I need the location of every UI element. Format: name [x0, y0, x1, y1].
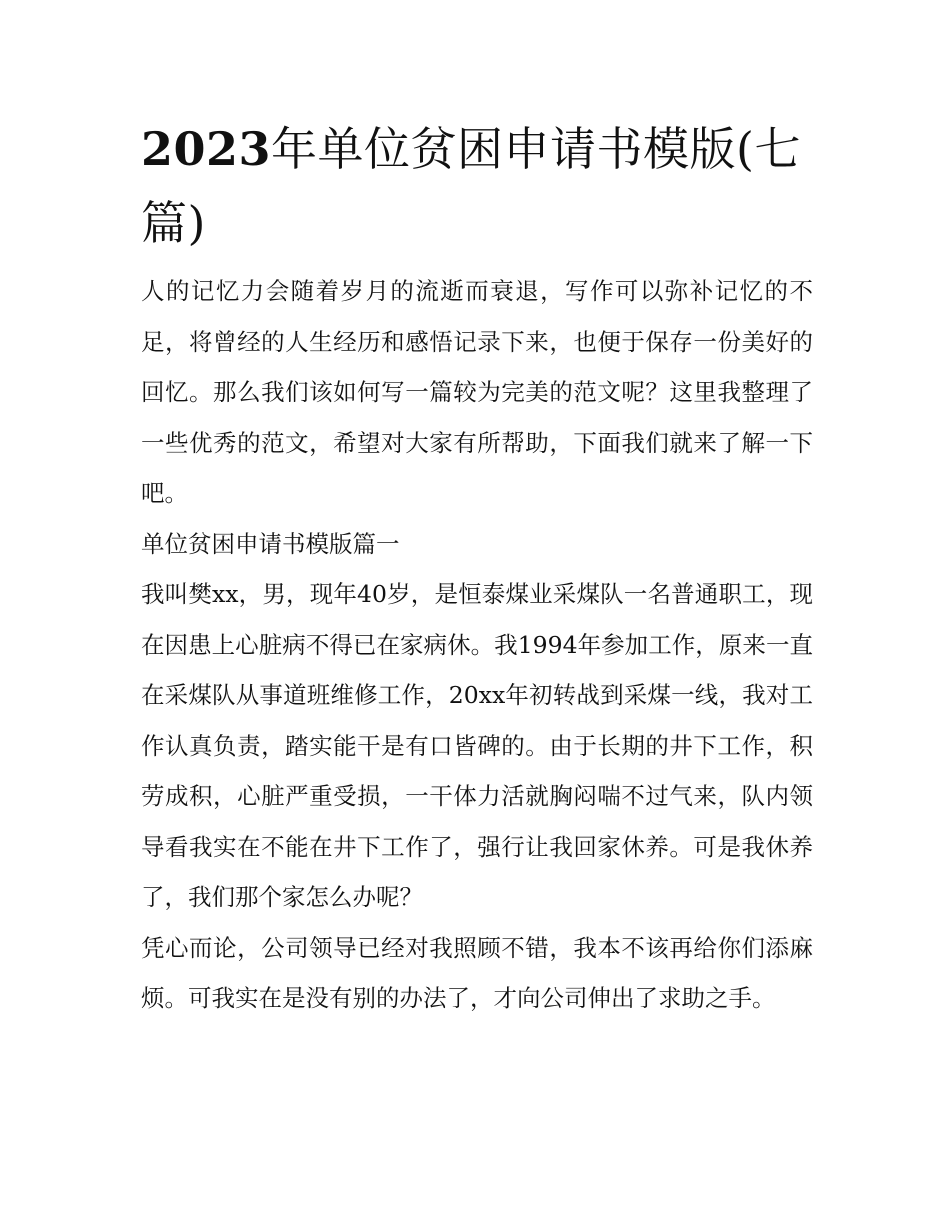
document-title	[141, 112, 813, 260]
title-text: 年单位贫困申请书模版(七篇)	[141, 122, 801, 250]
section-heading: 单位贫困申请书模版篇一	[141, 529, 400, 558]
document-body	[141, 112, 813, 1024]
title-year: 2023	[141, 122, 272, 176]
body-paragraph: 我叫樊xx，男，现年40岁，是恒泰煤业采煤队一名普通职工，现在因患上心脏病不得已在家病休。我1994年参加工作，原来一直在采煤队从事道班维修工作，20xx年初转战到采煤一线，我对工作认真负责，踏实能干是有口皆碑的。由于长期的井下工作，积劳成积，心脏严重受损，一干体力活就胸闷喘不过气来，队内领导看我实在不能在井下工作了，强行让我回家休养。可是我休养了，我们那个家怎么办呢？	[141, 580, 813, 911]
intro-paragraph: 人的记忆力会随着岁月的流逝而衰退，写作可以弥补记忆的不足，将曾经的人生经历和感悟记录下来，也便于保存一份美好的回忆。那么我们该如何写一篇较为完美的范文呢？这里我整理了一些优秀的范文，希望对大家有所帮助，下面我们就来了解一下吧。	[141, 277, 813, 507]
body-paragraph: 凭心而论，公司领导已经对我照顾不错，我本不该再给你们添麻烦。可我实在是没有别的办法了，才向公司伸出了求助之手。	[141, 933, 813, 1012]
